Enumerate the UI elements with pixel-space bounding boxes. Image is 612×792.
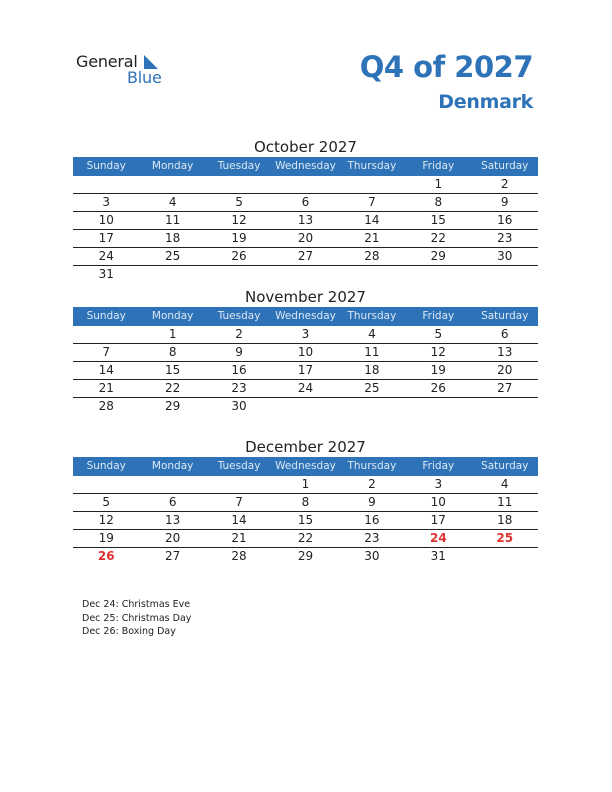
day-cell: 30 — [231, 399, 247, 413]
day-cell: 23 — [364, 531, 380, 545]
day-cell: 21 — [364, 231, 380, 245]
logo-word-general: General — [76, 52, 138, 71]
day-cell: 17 — [430, 513, 446, 527]
weekday-label: Thursday — [347, 310, 397, 322]
day-cell: 1 — [168, 327, 177, 341]
week-row — [73, 362, 538, 380]
month-december — [73, 436, 538, 565]
day-cell: 5 — [434, 327, 443, 341]
day-cell: 30 — [364, 549, 380, 563]
empty-day-cell — [139, 266, 205, 283]
day-cell: 7 — [235, 495, 243, 509]
weekday-label: Saturday — [481, 310, 529, 322]
quarter-title: Q4 of 2027 — [359, 50, 533, 84]
day-cell: 28 — [364, 249, 380, 263]
day-cell: 25 — [364, 381, 380, 395]
day-cell: 1 — [434, 177, 443, 191]
day-cell: 4 — [500, 477, 509, 491]
weekday-label: Monday — [151, 160, 194, 172]
weekday-header-row — [73, 457, 538, 476]
day-cell: 12 — [231, 213, 247, 227]
weekday-label: Wednesday — [275, 160, 336, 172]
weekday-label: Sunday — [86, 310, 126, 322]
week-row — [73, 380, 538, 398]
week-row — [73, 398, 538, 415]
holiday-note: Dec 25: Christmas Day — [82, 612, 192, 624]
week-row — [73, 494, 538, 512]
day-cell: 29 — [430, 249, 446, 263]
day-cell: 3 — [301, 327, 310, 341]
weekday-label: Monday — [151, 460, 194, 472]
day-cell: 16 — [364, 513, 380, 527]
day-cell: 13 — [164, 513, 181, 527]
day-cell: 20 — [164, 531, 181, 545]
week-row — [73, 230, 538, 248]
day-cell: 25 — [164, 249, 181, 263]
empty-day-cell — [206, 266, 272, 283]
day-cell: 18 — [497, 513, 513, 527]
day-cell: 26 — [231, 249, 247, 263]
empty-day-cell — [73, 476, 139, 493]
holiday-note: Dec 24: Christmas Eve — [82, 599, 191, 610]
holiday-day-cell: 24 — [429, 531, 447, 545]
weeks-grid — [73, 176, 538, 283]
day-cell: 4 — [168, 195, 177, 209]
day-cell: 2 — [368, 477, 376, 491]
day-cell: 7 — [368, 195, 376, 209]
day-cell: 9 — [235, 345, 243, 359]
day-cell: 26 — [430, 381, 446, 395]
weekday-header-row — [73, 307, 538, 326]
day-cell: 28 — [231, 549, 247, 563]
day-cell: 13 — [297, 213, 314, 227]
day-cell: 10 — [297, 345, 314, 359]
day-cell: 10 — [430, 495, 446, 509]
day-cell: 27 — [497, 381, 513, 395]
day-cell: 6 — [500, 327, 509, 341]
day-cell: 24 — [98, 249, 114, 263]
generalblue-logo — [76, 52, 176, 88]
day-cell: 14 — [231, 513, 247, 527]
day-cell: 24 — [297, 381, 314, 395]
empty-day-cell — [272, 176, 338, 193]
empty-day-cell — [206, 176, 272, 193]
weekday-label: Monday — [151, 310, 194, 322]
empty-day-cell — [339, 176, 405, 193]
day-cell: 16 — [231, 363, 247, 377]
holiday-note: Dec 26: Boxing Day — [82, 626, 176, 637]
day-cell: 3 — [102, 195, 111, 209]
day-cell: 18 — [164, 231, 181, 245]
week-row — [73, 530, 538, 548]
day-cell: 1 — [301, 477, 310, 491]
weekday-label: Friday — [422, 310, 455, 322]
day-cell: 8 — [434, 195, 443, 209]
empty-day-cell — [139, 176, 205, 193]
weekday-label: Wednesday — [275, 460, 336, 472]
weekday-label: Friday — [422, 160, 455, 172]
day-cell: 12 — [98, 513, 114, 527]
day-cell: 19 — [430, 363, 446, 377]
day-cell: 12 — [430, 345, 446, 359]
week-row — [73, 194, 538, 212]
day-cell: 28 — [98, 399, 114, 413]
day-cell: 9 — [500, 195, 509, 209]
week-row — [73, 548, 538, 565]
day-cell: 27 — [164, 549, 181, 563]
day-cell: 22 — [164, 381, 181, 395]
day-cell: 14 — [364, 213, 380, 227]
day-cell: 23 — [497, 231, 513, 245]
week-row — [73, 266, 538, 283]
empty-day-cell — [472, 266, 538, 283]
day-cell: 21 — [231, 531, 247, 545]
day-cell: 15 — [430, 213, 446, 227]
weekday-label: Wednesday — [275, 310, 336, 322]
holiday-notes — [82, 598, 191, 639]
weekday-label: Tuesday — [217, 460, 261, 472]
day-cell: 6 — [301, 195, 310, 209]
day-cell: 3 — [434, 477, 443, 491]
day-cell: 8 — [168, 345, 177, 359]
day-cell: 18 — [364, 363, 380, 377]
day-cell: 2 — [500, 177, 509, 191]
day-cell: 20 — [497, 363, 513, 377]
day-cell: 6 — [168, 495, 177, 509]
day-cell: 22 — [297, 531, 314, 545]
week-row — [73, 176, 538, 194]
day-cell: 11 — [497, 495, 513, 509]
empty-day-cell — [339, 266, 405, 283]
day-cell: 29 — [297, 549, 314, 563]
day-cell: 15 — [164, 363, 181, 377]
month-title: November 2027 — [245, 288, 366, 306]
month-november — [73, 286, 538, 415]
empty-day-cell — [472, 398, 538, 415]
empty-day-cell — [206, 476, 272, 493]
day-cell: 14 — [98, 363, 114, 377]
week-row — [73, 248, 538, 266]
weekday-label: Tuesday — [217, 160, 261, 172]
weekday-label: Friday — [422, 460, 455, 472]
country-name: Denmark — [438, 91, 533, 113]
day-cell: 17 — [297, 363, 314, 377]
month-october — [73, 136, 538, 283]
day-cell: 16 — [497, 213, 513, 227]
empty-day-cell — [405, 266, 471, 283]
day-cell: 27 — [297, 249, 314, 263]
day-cell: 4 — [368, 327, 376, 341]
day-cell: 19 — [98, 531, 114, 545]
empty-day-cell — [272, 266, 338, 283]
empty-day-cell — [73, 326, 139, 343]
weekday-label: Tuesday — [217, 310, 261, 322]
weeks-grid — [73, 476, 538, 565]
weekday-header-row — [73, 157, 538, 176]
day-cell: 5 — [102, 495, 111, 509]
month-title: October 2027 — [254, 138, 357, 156]
day-cell: 21 — [98, 381, 114, 395]
empty-day-cell — [405, 398, 471, 415]
day-cell: 17 — [98, 231, 114, 245]
week-row — [73, 344, 538, 362]
day-cell: 20 — [297, 231, 314, 245]
day-cell: 11 — [164, 213, 181, 227]
empty-day-cell — [472, 548, 538, 565]
empty-day-cell — [339, 398, 405, 415]
day-cell: 5 — [235, 195, 243, 209]
weekday-label: Saturday — [481, 160, 529, 172]
day-cell: 9 — [368, 495, 376, 509]
day-cell: 2 — [235, 327, 243, 341]
day-cell: 31 — [430, 549, 446, 563]
day-cell: 7 — [102, 345, 111, 359]
week-row — [73, 326, 538, 344]
day-cell: 19 — [231, 231, 247, 245]
weekday-label: Thursday — [347, 160, 397, 172]
empty-day-cell — [73, 176, 139, 193]
day-cell: 10 — [98, 213, 114, 227]
month-title: December 2027 — [245, 438, 366, 456]
day-cell: 13 — [497, 345, 513, 359]
day-cell: 15 — [297, 513, 314, 527]
day-cell: 31 — [98, 267, 114, 281]
week-row — [73, 476, 538, 494]
day-cell: 29 — [164, 399, 181, 413]
holiday-day-cell: 26 — [97, 549, 115, 563]
day-cell: 23 — [231, 381, 247, 395]
week-row — [73, 512, 538, 530]
weekday-label: Sunday — [86, 460, 126, 472]
logo-word-blue: Blue — [127, 68, 162, 87]
day-cell: 11 — [364, 345, 380, 359]
holiday-day-cell: 25 — [496, 531, 514, 545]
day-cell: 22 — [430, 231, 446, 245]
day-cell: 30 — [497, 249, 513, 263]
week-row — [73, 212, 538, 230]
weekday-label: Saturday — [481, 460, 529, 472]
empty-day-cell — [272, 398, 338, 415]
empty-day-cell — [139, 476, 205, 493]
weekday-label: Thursday — [347, 460, 397, 472]
day-cell: 8 — [301, 495, 310, 509]
weekday-label: Sunday — [86, 160, 126, 172]
weeks-grid — [73, 326, 538, 415]
